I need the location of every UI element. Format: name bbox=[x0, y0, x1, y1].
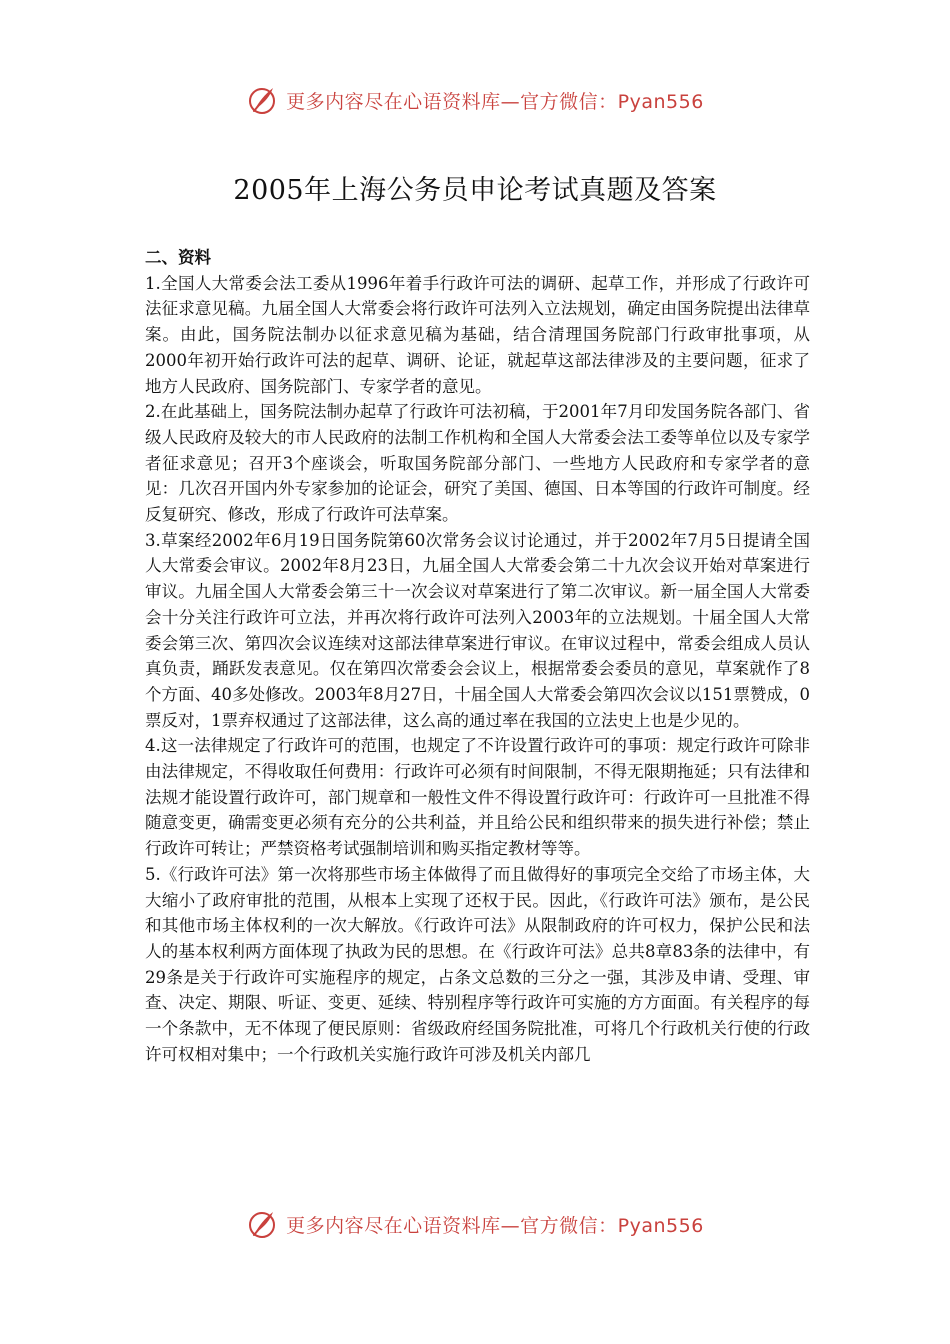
document-title: 2005年上海公务员申论考试真题及答案 bbox=[233, 175, 717, 207]
section-heading: 二、资料 bbox=[145, 248, 211, 267]
paragraph-5: 5.《行政许可法》第一次将那些市场主体做得了而且做得好的事项完全交给了市场主体，大大缩小了政府审批的范围，从根本上实现了还权于民。因此，《行政许可法》颁布，是公民和其他市场主体权利的一次大解放。《行政许可法》从限制政府的许可权力，保护公民和法人的基本权利两方面体现了执政为民的思想。在《行政许可法》总共8章83条的法律中，有29条是关于行政许可实施程序的规定，占条文总数的三分之一强，其涉及申请、受理、审查、决定、期限、听证、变更、延续、特别程序等行政许可实施的方方面面。有关程序的每一个条款中，无不体现了便民原则：省级政府经国务院批准，可将几个行政机关行使的行政许可权相对集中；一个行政机关实施行政许可涉及机关内部几 bbox=[145, 864, 810, 1064]
paragraph-4: 4.这一法律规定了行政许可的范围，也规定了不许设置行政许可的事项：规定行政许可除非由法律规定，不得收取任何费用：行政许可必须有时间限制，不得无限期拖延；只有法律和法规才能设置行政许可，部门规章和一般性文件不得设置行政许可：行政许可一旦批准不得随意变更，确需变更必须有充分的公共利益，并且给公民和组织带来的损失进行补偿；禁止行政许可转让；严禁资格考试强制培训和购买指定教材等等。 bbox=[145, 736, 810, 859]
footer-banner bbox=[0, 1208, 950, 1240]
header-banner-text: 更多内容尽在心语资料库—官方微信：Pyan556 bbox=[286, 90, 704, 113]
header-banner bbox=[0, 84, 950, 116]
quill-pen-logo-icon bbox=[246, 84, 278, 116]
paragraph-2: 2.在此基础上，国务院法制办起草了行政许可法初稿，于2001年7月印发国务院各部门、省级人民政府及较大的市人民政府的法制工作机构和全国人大常委会法工委等单位以及专家学者征求意见；召开3个座谈会，听取国务院部分部门、一些地方人民政府和专家学者的意见：几次召开国内外专家参加的论证会，研究了美国、德国、日本等国的行政许可制度。经反复研究、修改，形成了行政许可法草案。 bbox=[145, 402, 810, 525]
paragraph-3: 3.草案经2002年6月19日国务院第60次常务会议讨论通过，并于2002年7月5日提请全国人大常委会审议。2002年8月23日，九届全国人大常委会第二十九次会议开始对草案进行审议。九届全国人大常委会第三十一次会议对草案进行了第二次审议。新一届全国人大常委会十分关注行政许可立法，并再次将行政许可法列入2003年的立法规划。十届全国人大常委会第三次、第四次会议连续对这部法律草案进行审议。在审议过程中，常委会组成人员认真负责，踊跃发表意见。仅在第四次常委会会议上，根据常委会委员的意见，草案就作了8个方面、40多处修改。2003年8月27日，十届全国人大常委会第四次会议以151票赞成，0票反对，1票弃权通过了这部法律，这么高的通过率在我国的立法史上也是少见的。 bbox=[145, 530, 810, 730]
footer-banner-text: 更多内容尽在心语资料库—官方微信：Pyan556 bbox=[286, 1214, 704, 1237]
document-body bbox=[145, 245, 810, 1068]
quill-pen-logo-icon bbox=[246, 1208, 278, 1240]
paragraph-1: 1.全国人大常委会法工委从1996年着手行政许可法的调研、起草工作，并形成了行政许可法征求意见稿。九届全国人大常委会将行政许可法列入立法规划，确定由国务院提出法律草案。由此，国务院法制办以征求意见稿为基础，结合清理国务院部门行政审批事项，从2000年初开始行政许可法的起草、调研、论证，就起草这部法律涉及的主要问题，征求了地方人民政府、国务院部门、专家学者的意见。 bbox=[145, 273, 810, 396]
